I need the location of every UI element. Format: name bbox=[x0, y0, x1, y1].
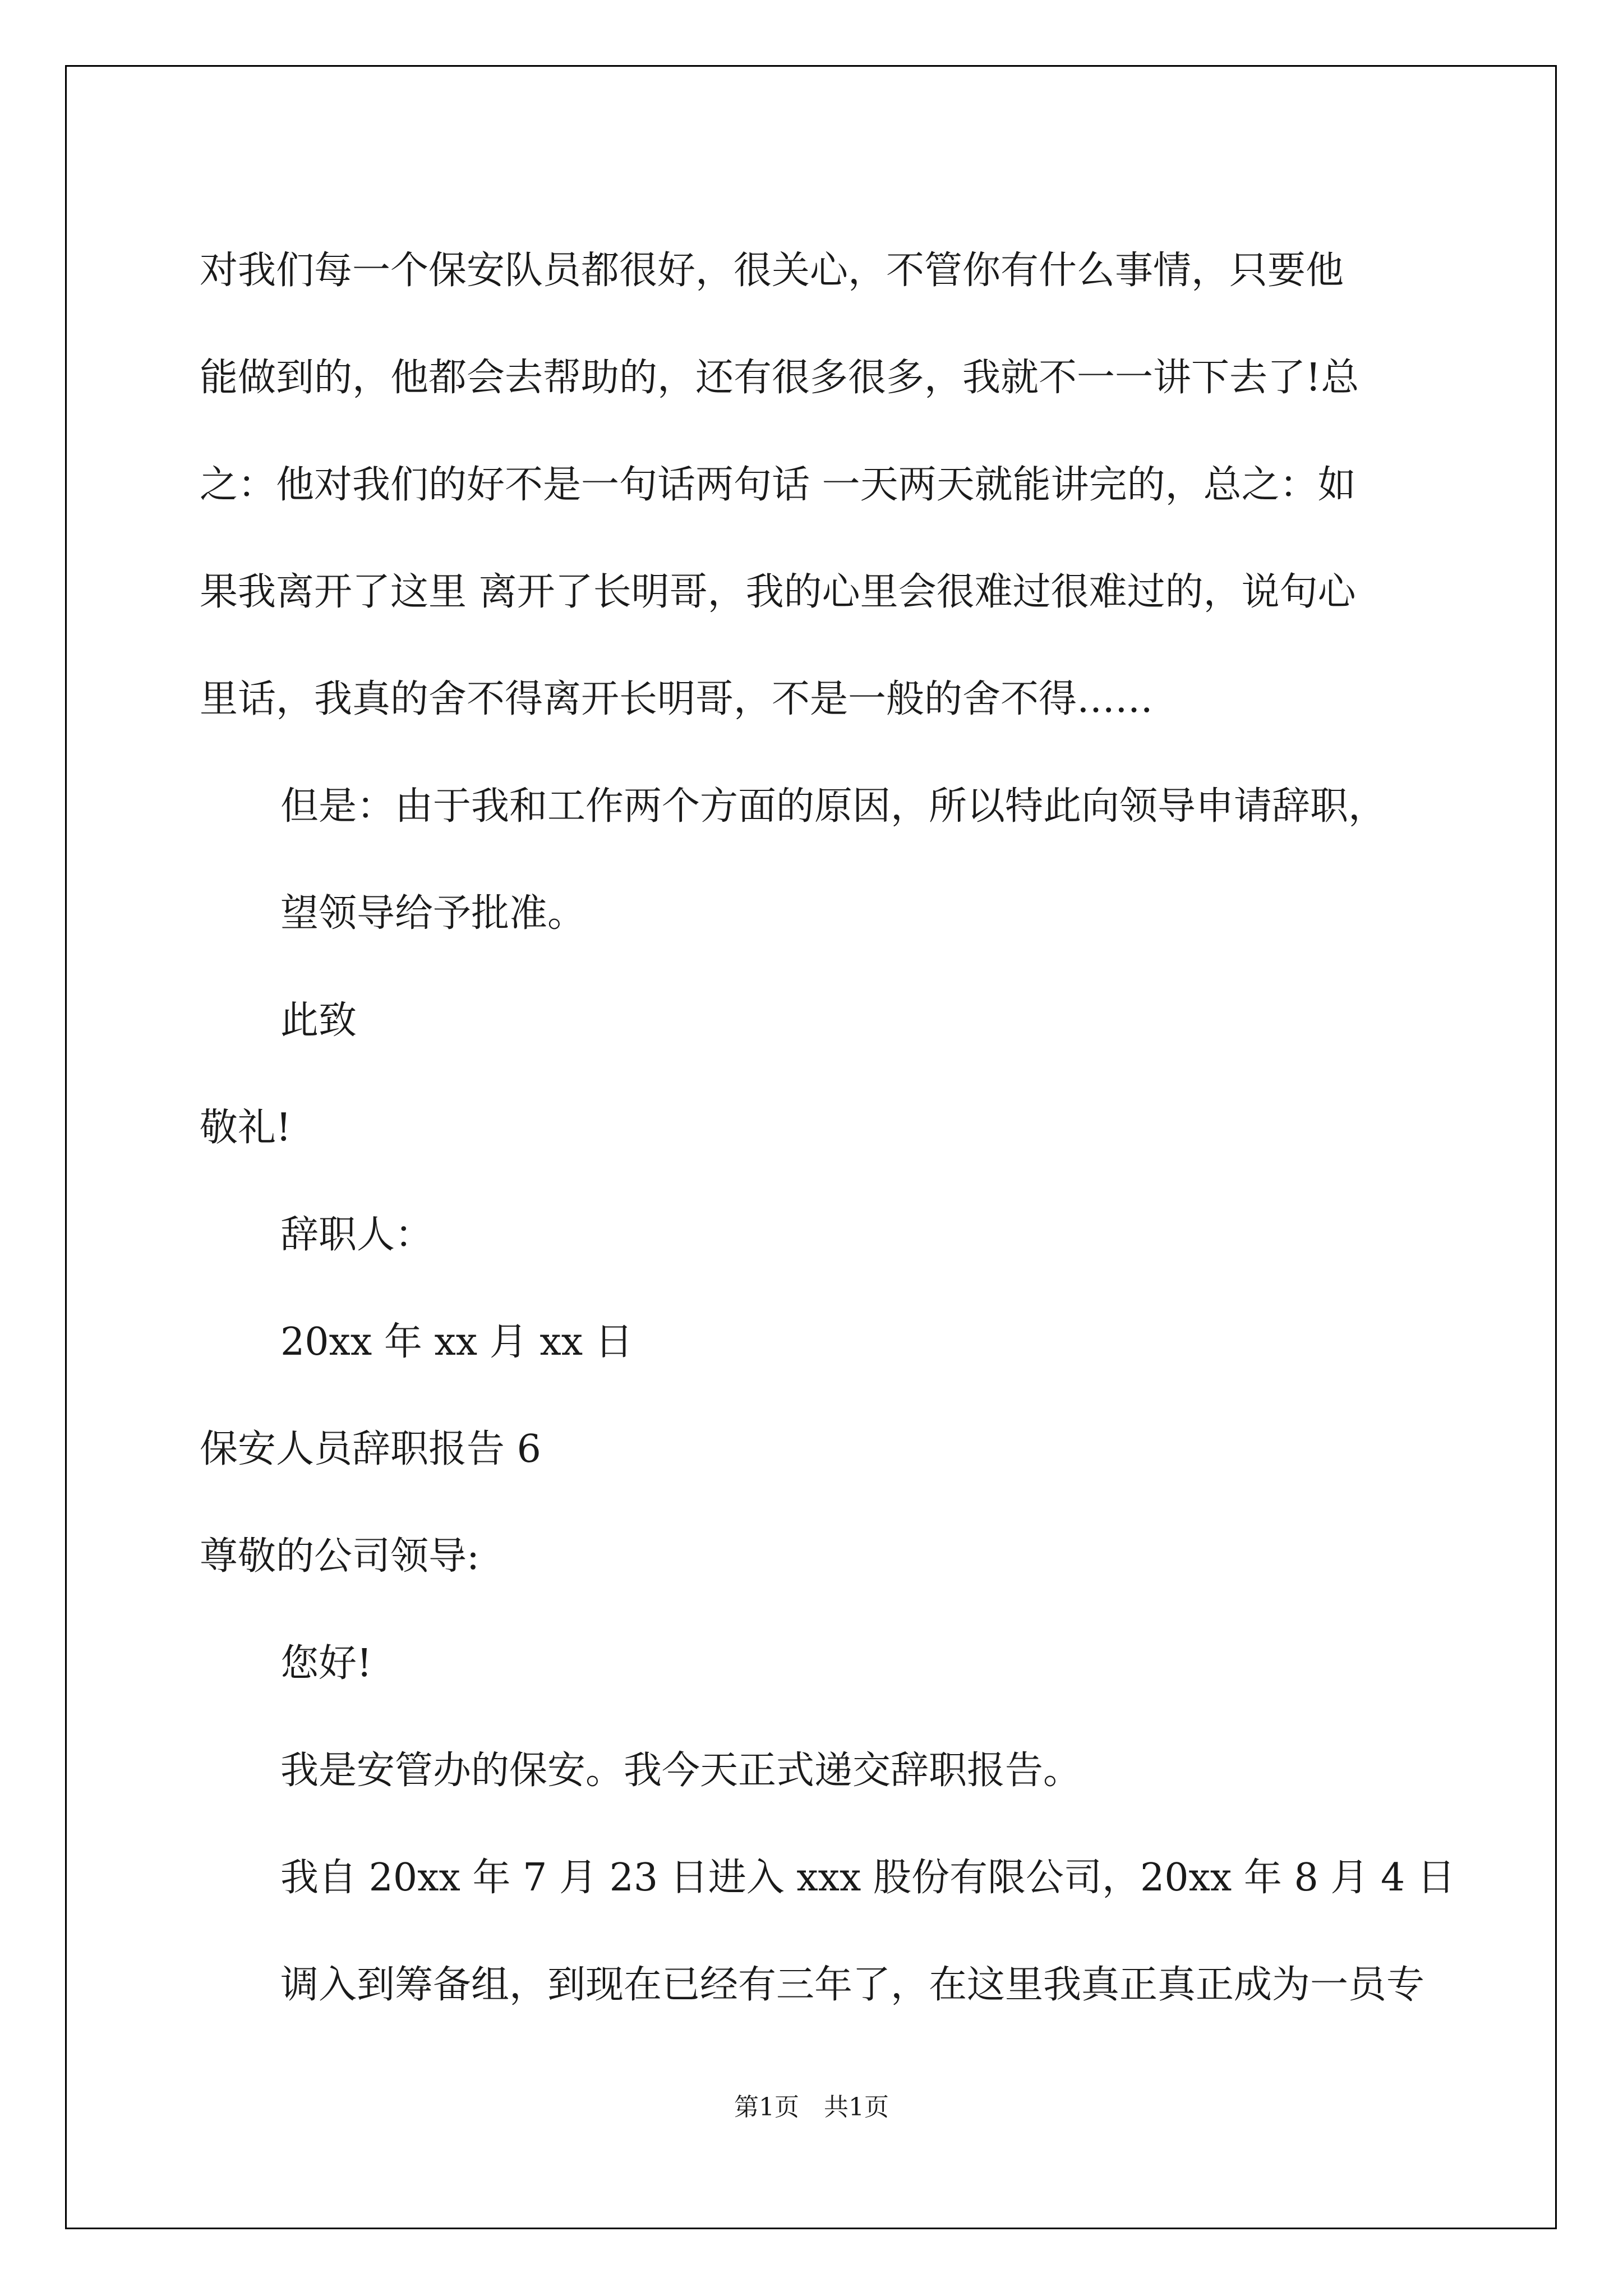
paragraph bbox=[200, 1289, 1490, 1396]
text-line: 保安人员辞职报告 6 bbox=[200, 1427, 541, 1471]
text-line: 敬礼! bbox=[200, 1106, 292, 1150]
page-footer: 第1页 共1页 bbox=[734, 2093, 889, 2122]
paragraph bbox=[200, 217, 1490, 753]
text-line: 尊敬的公司领导: bbox=[200, 1534, 479, 1579]
document-body bbox=[200, 217, 1490, 2039]
text-line: 之：他对我们的好不是一句话两句话 一天两天就能讲完的，总之：如 bbox=[200, 463, 1356, 507]
text-line: 果我离开了这里 离开了长明哥，我的心里会很难过很难过的，说句心 bbox=[200, 570, 1356, 614]
text-line: 望领导给予批准。 bbox=[280, 891, 586, 936]
text-line: 里话，我真的舍不得离开长明哥，不是一般的舍不得…… bbox=[200, 677, 1154, 721]
text-line: 对我们每一个保安队员都很好，很关心，不管你有什么事情，只要他 bbox=[200, 249, 1344, 293]
text-line: 但是：由于我和工作两个方面的原因，所以特此向领导申请辞职， bbox=[280, 784, 1387, 829]
text-line: 您好! bbox=[280, 1641, 372, 1686]
paragraph bbox=[200, 1074, 1490, 1181]
paragraph bbox=[200, 1396, 1490, 1503]
text-line: 我是安管办的保安。我今天正式递交辞职报告。 bbox=[280, 1749, 1082, 1793]
text-line: 能做到的，他都会去帮助的，还有很多很多，我就不一一讲下去了!总 bbox=[200, 356, 1359, 400]
text-line: 我自 20xx 年 7 月 23 日进入 xxx 股份有限公司，20xx 年 8 月 4 日 bbox=[280, 1856, 1455, 1900]
paragraph bbox=[200, 753, 1490, 967]
text-line: 20xx 年 xx 月 xx 日 bbox=[280, 1320, 633, 1364]
paragraph bbox=[200, 1181, 1490, 1289]
paragraph bbox=[200, 1717, 1490, 1824]
paragraph bbox=[200, 1503, 1490, 1610]
paragraph bbox=[200, 967, 1490, 1074]
paragraph bbox=[200, 1610, 1490, 1717]
paragraph bbox=[200, 1824, 1490, 2039]
text-line: 调入到筹备组，到现在已经有三年了，在这里我真正真正成为一员专 bbox=[280, 1963, 1425, 2007]
text-line: 此致 bbox=[280, 999, 357, 1043]
text-line: 辞职人： bbox=[280, 1213, 434, 1257]
